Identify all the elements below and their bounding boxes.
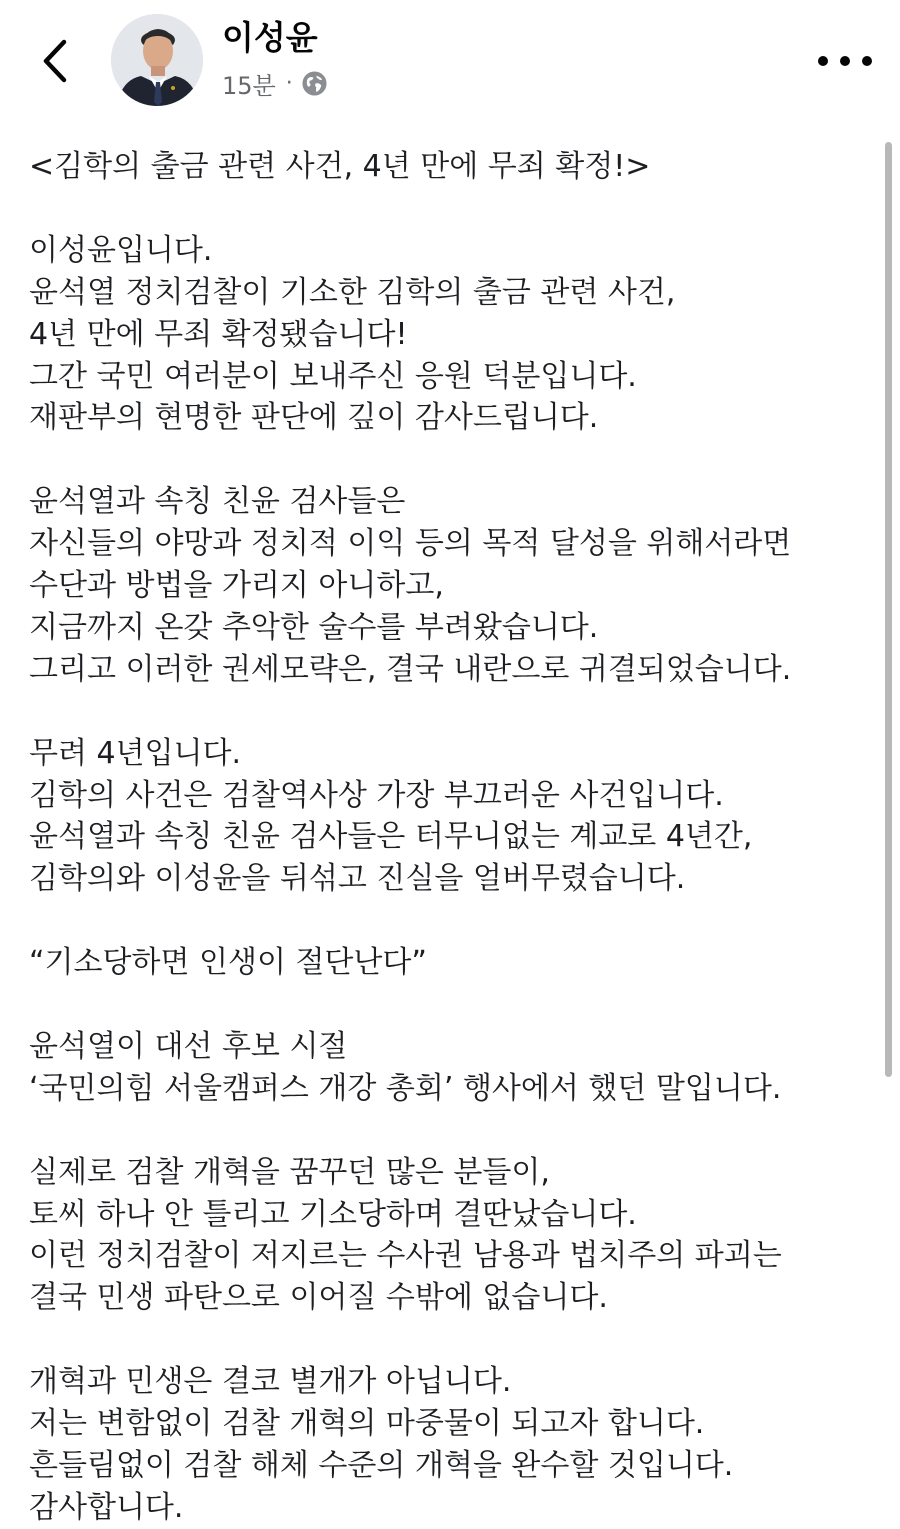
blank-line xyxy=(29,1110,879,1152)
post-text-line: 토씨 하나 안 틀리고 기소당하며 결딴났습니다. xyxy=(29,1196,637,1232)
post-text-line: 그간 국민 여러분이 보내주신 응원 덕분입니다. xyxy=(29,358,637,394)
post-text-line: 윤석열과 속칭 친윤 검사들은 터무니없는 계교로 4년간, xyxy=(29,819,753,855)
blank-line xyxy=(29,439,879,481)
post-header xyxy=(0,0,900,120)
post-timestamp[interactable]: 15분 xyxy=(222,71,276,100)
post-text-line: 윤석열이 대선 후보 시절 xyxy=(29,1028,348,1064)
post-text-line: 저는 변함없이 검찰 개혁의 마중물이 되고자 합니다. xyxy=(29,1406,705,1442)
more-options-button[interactable] xyxy=(818,44,872,78)
more-horizontal-icon xyxy=(818,56,828,66)
post-text-line: 감사합니다. xyxy=(29,1489,184,1525)
post-text-line: 개혁과 민생은 결코 별개가 아닙니다. xyxy=(29,1364,512,1400)
more-horizontal-icon xyxy=(862,56,872,66)
back-button[interactable] xyxy=(34,36,78,86)
blank-line xyxy=(29,691,879,733)
globe-icon[interactable] xyxy=(301,70,328,97)
post-text-line: 무려 4년입니다. xyxy=(29,735,242,771)
post-text-line: 지금까지 온갖 추악한 술수를 부려왔습니다. xyxy=(29,609,599,645)
avatar[interactable] xyxy=(111,14,203,106)
author-name[interactable]: 이성윤 xyxy=(222,18,318,57)
post-text-line: 김학의와 이성윤을 뒤섞고 진실을 얼버무렸습니다. xyxy=(29,861,686,897)
post-text-line: ‘국민의힘 서울캠퍼스 개강 총회’ 행사에서 했던 말입니다. xyxy=(29,1070,782,1106)
profile-photo xyxy=(111,14,203,106)
post-text-line: 이성윤입니다. xyxy=(29,232,213,268)
chevron-left-icon xyxy=(34,36,78,86)
post-meta xyxy=(222,64,328,102)
post-text-line: <김학의 출금 관련 사건, 4년 만에 무죄 확정!> xyxy=(29,149,651,184)
post-text-line: 윤석열과 속칭 친윤 검사들은 xyxy=(29,484,406,520)
blank-line xyxy=(29,1319,879,1361)
more-horizontal-icon xyxy=(840,56,850,66)
post-text-line: 흔들림없이 검찰 해체 수준의 개혁을 완수할 것입니다. xyxy=(29,1447,734,1483)
blank-line xyxy=(29,984,879,1026)
post-text-line: 김학의 사건은 검찰역사상 가장 부끄러운 사건입니다. xyxy=(29,777,724,813)
post-text-line: 윤석열 정치검찰이 기소한 김학의 출금 관련 사건, xyxy=(29,274,676,310)
post-text-line: 실제로 검찰 개혁을 꿈꾸던 많은 분들이, xyxy=(29,1154,550,1190)
blank-line xyxy=(29,900,879,942)
meta-separator: · xyxy=(285,70,293,96)
post-text-line: 그리고 이러한 권세모략은, 결국 내란으로 귀결되었습니다. xyxy=(29,651,792,687)
blank-line xyxy=(29,188,879,230)
post-text-line: 자신들의 야망과 정치적 이익 등의 목적 달성을 위해서라면 xyxy=(29,526,792,562)
post-text xyxy=(29,146,879,1529)
scrollbar[interactable] xyxy=(885,142,892,1077)
post-text-line: 결국 민생 파탄으로 이어질 수밖에 없습니다. xyxy=(29,1280,608,1316)
post-text-line: 이런 정치검찰이 저지르는 수사권 남용과 법치주의 파괴는 xyxy=(29,1238,782,1274)
post-text-line: 재판부의 현명한 판단에 깊이 감사드립니다. xyxy=(29,400,599,436)
post-text-line: 수단과 방법을 가리지 아니하고, xyxy=(29,568,444,604)
post-text-line: “기소당하면 인생이 절단난다” xyxy=(29,945,427,981)
post-text-line: 4년 만에 무죄 확정됐습니다! xyxy=(29,316,408,352)
